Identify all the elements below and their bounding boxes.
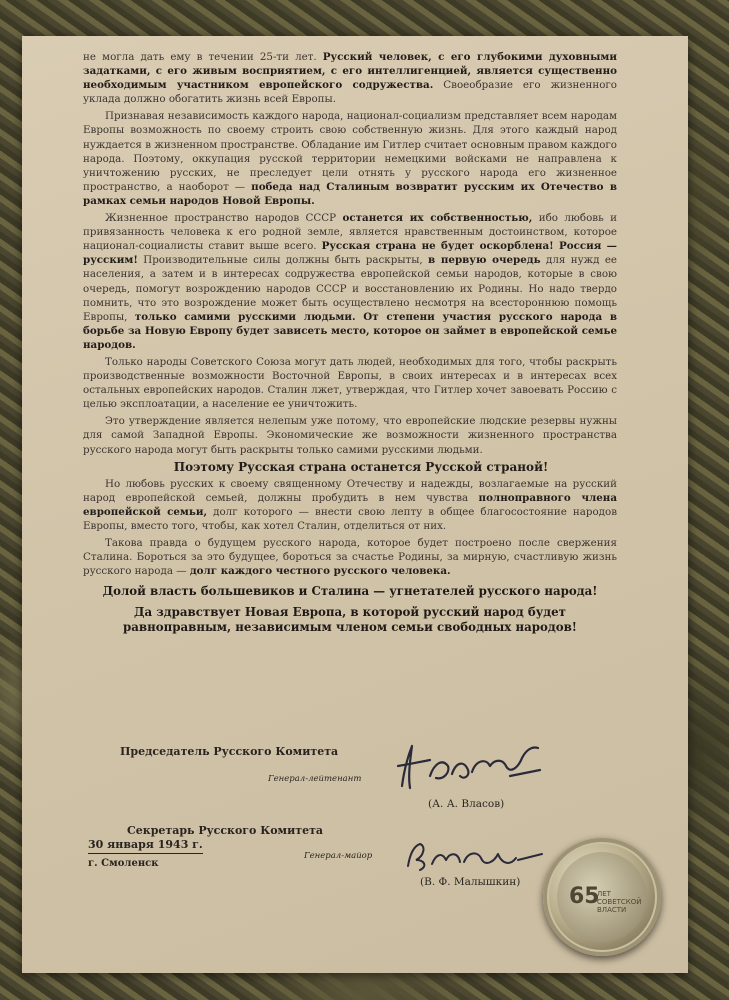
paragraph-text: Это утверждение является нелепым уже потому, что европейские людские резервы нужны для самой Западной Европы. Экономические же возможности жизненного пространства русского народа могут быть раскрыты только самими русскими людьми. xyxy=(83,415,617,456)
paragraph-bold: полноправного члена европейской семьи, xyxy=(83,491,617,518)
paragraph-text: Жизненное пространство народов СССР xyxy=(105,212,343,225)
coin-face xyxy=(557,852,647,942)
paragraph-bold: победа над Сталиным возвратит русским их Отечество в рамках семьи народов Новой Европы. xyxy=(83,180,617,207)
paragraph-6 xyxy=(83,477,617,533)
paragraph-bold: только самими русскими людьми. От степени участия русского народа в борьбе за Новую Европу будет зависеть место, которое он займет в европейской семье народов. xyxy=(83,310,617,351)
chairman-title xyxy=(120,745,338,758)
secretary-title-text: Секретарь Русского Комитета xyxy=(127,824,324,837)
paragraph-text: не могла дать ему в течении 25-ти лет. xyxy=(83,51,323,63)
paragraph-2 xyxy=(83,109,617,208)
leaflet-date: 30 января 1943 г. xyxy=(88,838,203,854)
paragraph-bold: долг каждого честного русского человека. xyxy=(189,565,451,578)
coin-number: 65 xyxy=(569,884,600,909)
paragraph-bold: Русская страна не будет оскорблена! Россия — русским! xyxy=(83,240,617,267)
paragraph-text: ибо любовь и привязанность человека к его родной земле, является нравственным достоинством, которое национал-социалисты ставит выше всего. xyxy=(83,212,617,253)
leaflet-sheet xyxy=(22,36,688,973)
commemorative-coin xyxy=(543,838,661,956)
paragraph-text: для нужд ее населения, а затем и в интересах содружества европейской семьи народов, которые в свою очередь, помогут возрождению народов СССР и восстановлению их Родины. Но надо твердо помнить, что это возрождение может быть осуществлено несмотря на всестороннюю помощь Европы, xyxy=(83,254,618,323)
slogan-down-with-bolsheviks: Долой власть большевиков и Сталина — угнетателей русского народа! xyxy=(102,584,598,599)
paragraph-text: долг которого — внести свою лепту в общее благосостояние народов Европы, вместо того, чтобы, как хотел Сталин, отделиться от них. xyxy=(83,505,617,532)
paragraph-bold: Русский человек, с его глубокими духовными задатками, с его живым восприятием, с его интеллигенцией, является существенно необходимым участником европейского содружества. xyxy=(83,51,617,92)
paragraph-text: Признавая независимость каждого народа, национал-социализм представляет всем народам Европы возможность по своему строить свою собственную жизнь. Для этого каждый народ нуждается в жизненном пространстве. Обладание им Гитлер считает основным правом каждого народа. Поэтому, оккупация русской территории немецкими войсками не направлена к уничтожению русских, не преследует цели отнять у русского народа его жизненное пространство, а наоборот — xyxy=(83,110,617,193)
paragraph-text: Своеобразие его жизненного уклада должно обогатить жизнь всей Европы. xyxy=(83,79,617,106)
paragraph-1 xyxy=(83,50,617,106)
paragraph-5 xyxy=(83,414,617,456)
date-place-block xyxy=(88,838,203,869)
chairman-title-text: Председатель Русского Комитета xyxy=(120,745,339,758)
slogan-long-live-new-europe: Да здравствует Новая Европа, в которой русский народ будет равноправным, независимым членом семьи свободных народов! xyxy=(123,605,577,635)
secretary-rank xyxy=(304,849,372,861)
leaflet-body xyxy=(83,50,617,635)
vlasov-signature xyxy=(390,736,560,798)
secretary-name-text: (В. Ф. Малышкин) xyxy=(420,876,521,888)
secretary-title xyxy=(127,824,323,837)
chairman-rank xyxy=(268,772,361,784)
paragraph-text: Такова правда о будущем русского народа, которое будет построено после свержения Сталина. Бороться за это будущее, бороться за счастье Родины, за мирную, счастливую жизнь русского народа — xyxy=(83,537,617,578)
secretary-rank-text: Генерал-майор xyxy=(304,851,373,861)
section-heading: Поэтому Русская страна останется Русской страной! xyxy=(173,459,549,474)
coin-text: ЛЕТ СОВЕТСКОЙ ВЛАСТИ xyxy=(597,890,642,914)
paragraph-bold: в первую очередь xyxy=(428,254,541,267)
chairman-name-text: (А. А. Власов) xyxy=(428,798,505,810)
paragraph-4 xyxy=(83,355,617,411)
chairman-name xyxy=(428,798,504,810)
paragraph-text: Только народы Советского Союза могут дать людей, необходимых для того, чтобы раскрыть производственные возможности Восточной Европы, в своих интересах и в интересах всех остальных европейских народов. Сталин лжет, утверждая, что Гитлер хочет завоевать Россию с целью эксплоатации, а население ее уничтожить. xyxy=(83,355,617,411)
paragraph-text: Но любовь русских к своему священному Отечеству и надежды, возлагаемые на русский народ европейской семьей, должны пробудить в нем чувства xyxy=(83,477,617,504)
chairman-rank-text: Генерал-лейтенант xyxy=(268,774,362,784)
paragraph-text: Производительные силы должны быть раскрыты, xyxy=(137,254,429,267)
paragraph-3 xyxy=(83,211,617,352)
paragraph-7 xyxy=(83,536,617,578)
paragraph-bold: останется их собственностью, xyxy=(342,212,533,225)
malyshkin-signature xyxy=(398,836,548,880)
secretary-name xyxy=(420,876,520,888)
leaflet-place: г. Смоленск xyxy=(88,858,159,869)
